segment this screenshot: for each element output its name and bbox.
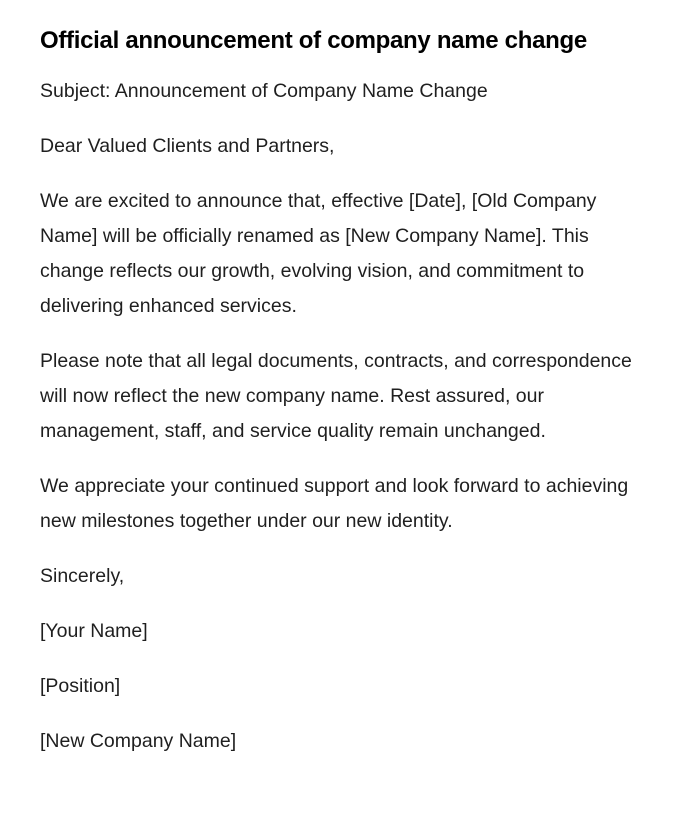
signature-name: [Your Name] (40, 620, 148, 642)
closing: Sincerely, (40, 565, 125, 587)
salutation: Dear Valued Clients and Partners, (40, 135, 335, 157)
signature-position: [Position] (40, 675, 121, 697)
body-paragraph-2: Please note that all legal documents, contracts, and correspondence will now reflect the new company name. Rest assured, our management, staff, and service quality remain unchanged. (40, 350, 632, 442)
subject-line: Subject: Announcement of Company Name Change (40, 80, 488, 102)
body-paragraph-3: We appreciate your continued support and look forward to achieving new milestones together under our new identity. (40, 475, 629, 532)
document-title: Official announcement of company name change (40, 27, 587, 54)
signature-company: [New Company Name] (40, 730, 237, 752)
body-paragraph-1: We are excited to announce that, effective [Date], [Old Company Name] will be officially renamed as [New Company Name]. This change reflects our growth, evolving vision, and commitment to delivering enhanced services. (40, 190, 597, 317)
